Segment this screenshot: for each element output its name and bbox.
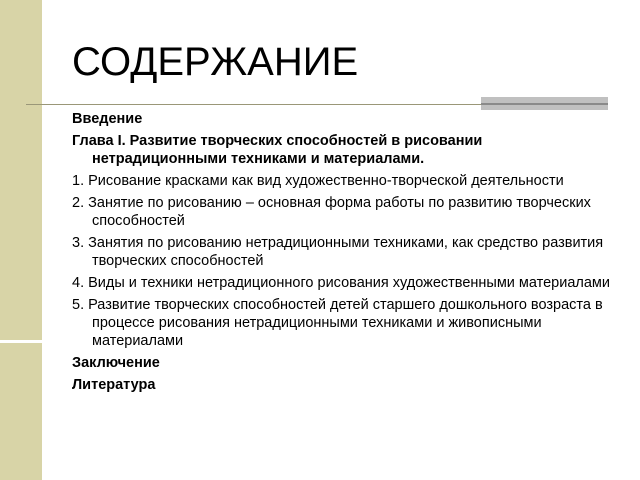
toc-item-section-4: 4. Виды и техники нетрадиционного рисования художественными материалами [72,275,611,291]
toc-item-conclusion: Заключение [72,355,160,371]
toc-item-section-1: 1. Рисование красками как вид художественно-творческой деятельности [72,173,564,189]
toc-item-section-2: 2. Занятие по рисованию – основная форма работы по развитию творческих способностей [72,195,591,229]
toc-item-section-3: 3. Занятия по рисованию нетрадиционными техниками, как средство развития творческих способностей [72,235,604,269]
table-of-contents [72,110,612,398]
toc-item-introduction: Введение [72,111,143,127]
toc-item-references: Литература [72,377,156,393]
left-bar-divider [0,340,42,343]
slide-title: СОДЕРЖАНИЕ [72,40,359,84]
left-decorative-bar [0,0,42,480]
title-accent-line [481,103,608,105]
toc-item-chapter-1: Глава I. Развитие творческих способностей в рисовании нетрадиционными техниками и материалами. [72,133,483,167]
toc-item-section-5: 5. Развитие творческих способностей детей старшего дошкольного возраста в процессе рисования нетрадиционными техниками и живописными материалами [72,297,603,349]
